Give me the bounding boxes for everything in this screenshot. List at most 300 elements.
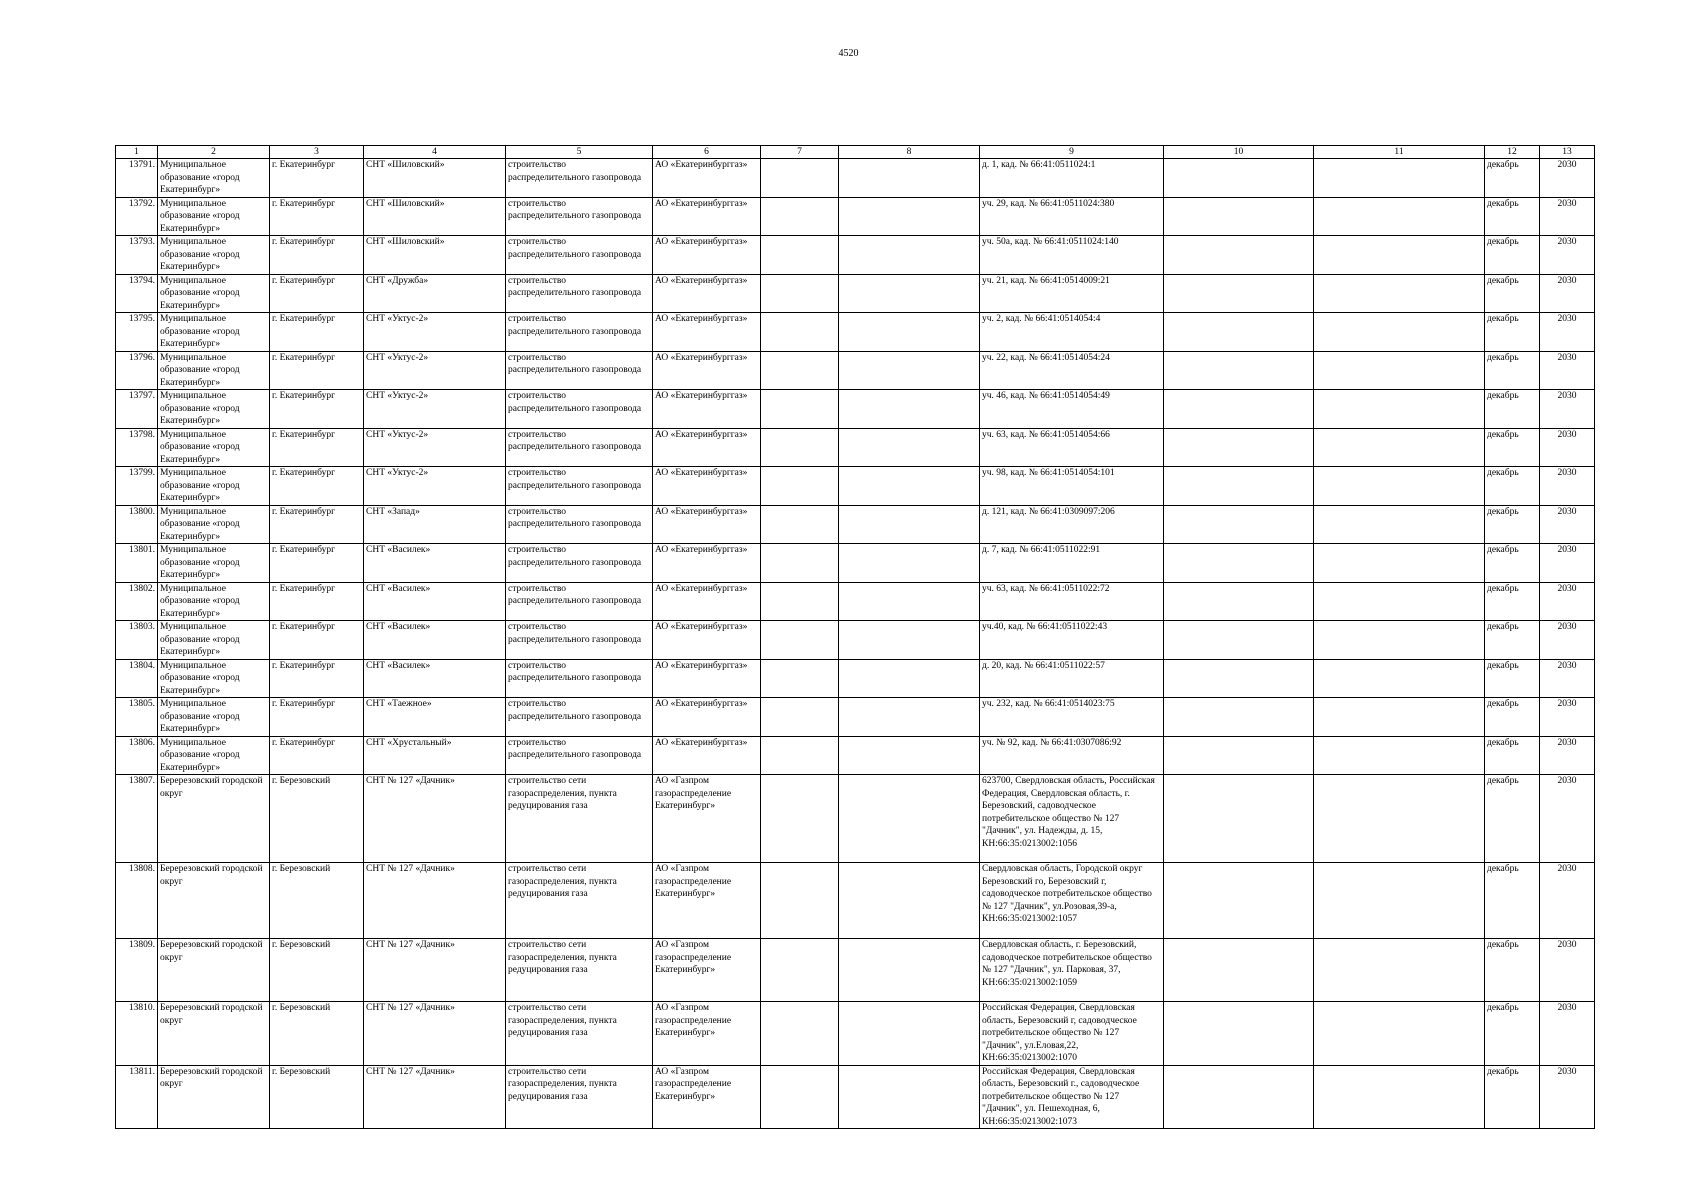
address-cell: уч. 98, кад. № 66:41:0514054:101 xyxy=(980,467,1164,506)
month-cell: декабрь xyxy=(1485,390,1540,429)
municipality-cell: Муниципальное образование «город Екатеринбург» xyxy=(158,236,270,275)
empty-cell xyxy=(839,236,980,275)
object-cell: СНТ № 127 «Дачник» xyxy=(364,775,506,863)
operator-cell: АО «Екатеринбурггаз» xyxy=(653,236,761,275)
empty-cell xyxy=(839,582,980,621)
empty-cell xyxy=(761,736,839,775)
address-cell: д. 7, кад. № 66:41:0511022:91 xyxy=(980,544,1164,583)
column-header: 10 xyxy=(1164,146,1314,159)
work-description-cell: строительство распределительного газопровода xyxy=(506,236,653,275)
municipality-cell: Муниципальное образование «город Екатеринбург» xyxy=(158,428,270,467)
object-cell: СНТ № 127 «Дачник» xyxy=(364,1002,506,1066)
locality-cell: г. Березовский xyxy=(270,939,364,1002)
empty-cell xyxy=(761,390,839,429)
operator-cell: АО «Газпром газораспределение Екатеринбург» xyxy=(653,1065,761,1129)
empty-cell xyxy=(839,659,980,698)
column-header: 12 xyxy=(1485,146,1540,159)
work-description-cell: строительство распределительного газопровода xyxy=(506,390,653,429)
year-cell: 2030 xyxy=(1540,197,1595,236)
empty-cell xyxy=(761,939,839,1002)
table-row xyxy=(116,775,1595,863)
locality-cell: г. Екатеринбург xyxy=(270,505,364,544)
locality-cell: г. Березовский xyxy=(270,775,364,863)
object-cell: СНТ «Василек» xyxy=(364,582,506,621)
empty-cell xyxy=(839,1002,980,1066)
object-cell: СНТ «Таежное» xyxy=(364,698,506,737)
work-description-cell: строительство распределительного газопровода xyxy=(506,197,653,236)
table-row xyxy=(116,939,1595,1002)
empty-cell xyxy=(761,505,839,544)
month-cell: декабрь xyxy=(1485,428,1540,467)
object-cell: СНТ «Уктус-2» xyxy=(364,313,506,352)
empty-cell xyxy=(1164,197,1314,236)
address-cell: д. 121, кад. № 66:41:0309097:206 xyxy=(980,505,1164,544)
table-row xyxy=(116,351,1595,390)
year-cell: 2030 xyxy=(1540,236,1595,275)
empty-cell xyxy=(1314,863,1485,939)
column-header: 13 xyxy=(1540,146,1595,159)
work-description-cell: строительство распределительного газопровода xyxy=(506,274,653,313)
table-row xyxy=(116,197,1595,236)
operator-cell: АО «Екатеринбурггаз» xyxy=(653,659,761,698)
empty-cell xyxy=(1314,621,1485,660)
row-number-cell: 13802. xyxy=(116,582,158,621)
address-cell: уч. 232, кад. № 66:41:0514023:75 xyxy=(980,698,1164,737)
month-cell: декабрь xyxy=(1485,467,1540,506)
object-cell: СНТ «Уктус-2» xyxy=(364,467,506,506)
operator-cell: АО «Екатеринбурггаз» xyxy=(653,159,761,198)
address-cell: уч. 29, кад. № 66:41:0511024:380 xyxy=(980,197,1164,236)
row-number-cell: 13804. xyxy=(116,659,158,698)
empty-cell xyxy=(1164,736,1314,775)
empty-cell xyxy=(1314,698,1485,737)
table-row xyxy=(116,428,1595,467)
row-number-cell: 13801. xyxy=(116,544,158,583)
municipality-cell: Беререзовский городской округ xyxy=(158,1065,270,1129)
month-cell: декабрь xyxy=(1485,736,1540,775)
object-cell: СНТ «Василек» xyxy=(364,621,506,660)
operator-cell: АО «Екатеринбурггаз» xyxy=(653,274,761,313)
column-header: 8 xyxy=(839,146,980,159)
column-header: 11 xyxy=(1314,146,1485,159)
empty-cell xyxy=(1164,582,1314,621)
year-cell: 2030 xyxy=(1540,939,1595,1002)
empty-cell xyxy=(1164,467,1314,506)
empty-cell xyxy=(839,939,980,1002)
address-cell: уч. 46, кад. № 66:41:0514054:49 xyxy=(980,390,1164,429)
operator-cell: АО «Екатеринбурггаз» xyxy=(653,197,761,236)
address-cell: уч.40, кад. № 66:41:0511022:43 xyxy=(980,621,1164,660)
year-cell: 2030 xyxy=(1540,159,1595,198)
year-cell: 2030 xyxy=(1540,390,1595,429)
row-number-cell: 13807. xyxy=(116,775,158,863)
empty-cell xyxy=(1314,659,1485,698)
operator-cell: АО «Екатеринбурггаз» xyxy=(653,621,761,660)
object-cell: СНТ «Василек» xyxy=(364,659,506,698)
locality-cell: г. Екатеринбург xyxy=(270,544,364,583)
empty-cell xyxy=(1164,939,1314,1002)
month-cell: декабрь xyxy=(1485,351,1540,390)
row-number-cell: 13811. xyxy=(116,1065,158,1129)
empty-cell xyxy=(839,467,980,506)
work-description-cell: строительство распределительного газопровода xyxy=(506,698,653,737)
row-number-cell: 13809. xyxy=(116,939,158,1002)
month-cell: декабрь xyxy=(1485,1002,1540,1066)
operator-cell: АО «Екатеринбурггаз» xyxy=(653,428,761,467)
empty-cell xyxy=(1164,505,1314,544)
empty-cell xyxy=(761,775,839,863)
object-cell: СНТ «Шиловский» xyxy=(364,159,506,198)
operator-cell: АО «Газпром газораспределение Екатеринбург» xyxy=(653,939,761,1002)
operator-cell: АО «Екатеринбурггаз» xyxy=(653,467,761,506)
empty-cell xyxy=(1314,159,1485,198)
month-cell: декабрь xyxy=(1485,197,1540,236)
row-number-cell: 13791. xyxy=(116,159,158,198)
year-cell: 2030 xyxy=(1540,621,1595,660)
object-cell: СНТ «Запад» xyxy=(364,505,506,544)
municipality-cell: Муниципальное образование «город Екатеринбург» xyxy=(158,313,270,352)
object-cell: СНТ «Уктус-2» xyxy=(364,351,506,390)
municipality-cell: Муниципальное образование «город Екатеринбург» xyxy=(158,390,270,429)
empty-cell xyxy=(1314,775,1485,863)
municipality-cell: Муниципальное образование «город Екатеринбург» xyxy=(158,159,270,198)
column-header: 1 xyxy=(116,146,158,159)
object-cell: СНТ «Уктус-2» xyxy=(364,428,506,467)
empty-cell xyxy=(839,775,980,863)
row-number-cell: 13795. xyxy=(116,313,158,352)
year-cell: 2030 xyxy=(1540,505,1595,544)
column-header: 7 xyxy=(761,146,839,159)
row-number-cell: 13810. xyxy=(116,1002,158,1066)
table-row xyxy=(116,505,1595,544)
month-cell: декабрь xyxy=(1485,1065,1540,1129)
locality-cell: г. Екатеринбург xyxy=(270,313,364,352)
work-description-cell: строительство распределительного газопровода xyxy=(506,505,653,544)
page-number: 4520 xyxy=(838,48,859,59)
municipality-cell: Муниципальное образование «город Екатеринбург» xyxy=(158,197,270,236)
locality-cell: г. Екатеринбург xyxy=(270,428,364,467)
year-cell: 2030 xyxy=(1540,313,1595,352)
locality-cell: г. Березовский xyxy=(270,1065,364,1129)
row-number-cell: 13799. xyxy=(116,467,158,506)
month-cell: декабрь xyxy=(1485,505,1540,544)
table-row xyxy=(116,390,1595,429)
operator-cell: АО «Екатеринбурггаз» xyxy=(653,351,761,390)
empty-cell xyxy=(761,1002,839,1066)
column-header: 6 xyxy=(653,146,761,159)
address-cell: уч. 22, кад. № 66:41:0514054:24 xyxy=(980,351,1164,390)
column-header: 4 xyxy=(364,146,506,159)
row-number-cell: 13806. xyxy=(116,736,158,775)
empty-cell xyxy=(1164,159,1314,198)
month-cell: декабрь xyxy=(1485,939,1540,1002)
municipality-cell: Беререзовский городской округ xyxy=(158,863,270,939)
row-number-cell: 13805. xyxy=(116,698,158,737)
address-cell: уч. 63, кад. № 66:41:0511022:72 xyxy=(980,582,1164,621)
year-cell: 2030 xyxy=(1540,698,1595,737)
municipality-cell: Беререзовский городской округ xyxy=(158,775,270,863)
empty-cell xyxy=(1164,544,1314,583)
object-cell: СНТ «Хрустальный» xyxy=(364,736,506,775)
empty-cell xyxy=(761,159,839,198)
empty-cell xyxy=(1164,390,1314,429)
column-header: 2 xyxy=(158,146,270,159)
empty-cell xyxy=(1314,939,1485,1002)
year-cell: 2030 xyxy=(1540,736,1595,775)
table-row xyxy=(116,236,1595,275)
month-cell: декабрь xyxy=(1485,159,1540,198)
operator-cell: АО «Газпром газораспределение Екатеринбург» xyxy=(653,1002,761,1066)
table-row xyxy=(116,467,1595,506)
row-number-cell: 13793. xyxy=(116,236,158,275)
object-cell: СНТ № 127 «Дачник» xyxy=(364,1065,506,1129)
locality-cell: г. Березовский xyxy=(270,1002,364,1066)
operator-cell: АО «Екатеринбурггаз» xyxy=(653,582,761,621)
column-header: 9 xyxy=(980,146,1164,159)
address-cell: Российская Федерация, Свердловская область, Березовский г, садоводческое потребительское общество № 127 "Дачник", ул.Еловая,22, КН:66:35:0213002:1070 xyxy=(980,1002,1164,1066)
address-cell: уч. 2, кад. № 66:41:0514054:4 xyxy=(980,313,1164,352)
empty-cell xyxy=(1164,775,1314,863)
empty-cell xyxy=(1314,236,1485,275)
empty-cell xyxy=(761,236,839,275)
work-description-cell: строительство сети газораспределения, пункта редуцирования газа xyxy=(506,939,653,1002)
month-cell: декабрь xyxy=(1485,236,1540,275)
month-cell: декабрь xyxy=(1485,621,1540,660)
row-number-cell: 13796. xyxy=(116,351,158,390)
locality-cell: г. Екатеринбург xyxy=(270,351,364,390)
table-row xyxy=(116,659,1595,698)
empty-cell xyxy=(839,863,980,939)
address-cell: уч. 50а, кад. № 66:41:0511024:140 xyxy=(980,236,1164,275)
work-description-cell: строительство сети газораспределения, пункта редуцирования газа xyxy=(506,1065,653,1129)
work-description-cell: строительство распределительного газопровода xyxy=(506,467,653,506)
operator-cell: АО «Газпром газораспределение Екатеринбург» xyxy=(653,863,761,939)
empty-cell xyxy=(761,467,839,506)
work-description-cell: строительство сети газораспределения, пункта редуцирования газа xyxy=(506,775,653,863)
object-cell: СНТ «Василек» xyxy=(364,544,506,583)
operator-cell: АО «Екатеринбурггаз» xyxy=(653,390,761,429)
municipality-cell: Муниципальное образование «город Екатеринбург» xyxy=(158,736,270,775)
empty-cell xyxy=(1314,544,1485,583)
address-cell: д. 1, кад. № 66:41:0511024:1 xyxy=(980,159,1164,198)
table-row xyxy=(116,159,1595,198)
empty-cell xyxy=(1314,467,1485,506)
work-description-cell: строительство распределительного газопровода xyxy=(506,544,653,583)
empty-cell xyxy=(761,582,839,621)
empty-cell xyxy=(761,197,839,236)
row-number-cell: 13797. xyxy=(116,390,158,429)
municipality-cell: Беререзовский городской округ xyxy=(158,939,270,1002)
empty-cell xyxy=(761,351,839,390)
work-description-cell: строительство распределительного газопровода xyxy=(506,313,653,352)
locality-cell: г. Екатеринбург xyxy=(270,582,364,621)
municipality-cell: Муниципальное образование «город Екатеринбург» xyxy=(158,505,270,544)
locality-cell: г. Екатеринбург xyxy=(270,236,364,275)
table-row xyxy=(116,863,1595,939)
work-description-cell: строительство распределительного газопровода xyxy=(506,736,653,775)
address-cell: уч. № 92, кад. № 66:41:0307086:92 xyxy=(980,736,1164,775)
year-cell: 2030 xyxy=(1540,274,1595,313)
municipality-cell: Муниципальное образование «город Екатеринбург» xyxy=(158,621,270,660)
empty-cell xyxy=(1164,1002,1314,1066)
empty-cell xyxy=(1164,313,1314,352)
month-cell: декабрь xyxy=(1485,544,1540,583)
object-cell: СНТ «Шиловский» xyxy=(364,197,506,236)
column-number-row xyxy=(116,146,1595,159)
empty-cell xyxy=(1314,390,1485,429)
locality-cell: г. Екатеринбург xyxy=(270,159,364,198)
year-cell: 2030 xyxy=(1540,351,1595,390)
empty-cell xyxy=(839,159,980,198)
table-row xyxy=(116,582,1595,621)
locality-cell: г. Екатеринбург xyxy=(270,467,364,506)
month-cell: декабрь xyxy=(1485,775,1540,863)
empty-cell xyxy=(1314,313,1485,352)
empty-cell xyxy=(1164,621,1314,660)
municipality-cell: Муниципальное образование «город Екатеринбург» xyxy=(158,467,270,506)
locality-cell: г. Екатеринбург xyxy=(270,659,364,698)
locality-cell: г. Екатеринбург xyxy=(270,274,364,313)
locality-cell: г. Екатеринбург xyxy=(270,736,364,775)
empty-cell xyxy=(1164,1065,1314,1129)
year-cell: 2030 xyxy=(1540,544,1595,583)
object-cell: СНТ «Шиловский» xyxy=(364,236,506,275)
empty-cell xyxy=(1314,1002,1485,1066)
work-description-cell: строительство распределительного газопровода xyxy=(506,428,653,467)
empty-cell xyxy=(761,313,839,352)
table-row xyxy=(116,1002,1595,1066)
table-row xyxy=(116,1065,1595,1129)
locality-cell: г. Екатеринбург xyxy=(270,621,364,660)
address-cell: 623700, Свердловская область, Российская Федерация, Свердловская область, г. Березовский, садоводческое потребительское общество № 127 "Дачник", ул. Надежды, д. 15, КН:66:35:0213002:1056 xyxy=(980,775,1164,863)
work-description-cell: строительство сети газораспределения, пункта редуцирования газа xyxy=(506,863,653,939)
empty-cell xyxy=(761,1065,839,1129)
empty-cell xyxy=(839,505,980,544)
municipality-cell: Муниципальное образование «город Екатеринбург» xyxy=(158,659,270,698)
empty-cell xyxy=(761,621,839,660)
year-cell: 2030 xyxy=(1540,467,1595,506)
address-cell: д. 20, кад. № 66:41:0511022:57 xyxy=(980,659,1164,698)
operator-cell: АО «Екатеринбурггаз» xyxy=(653,313,761,352)
empty-cell xyxy=(839,313,980,352)
locality-cell: г. Екатеринбург xyxy=(270,197,364,236)
empty-cell xyxy=(1164,698,1314,737)
municipality-cell: Муниципальное образование «город Екатеринбург» xyxy=(158,698,270,737)
month-cell: декабрь xyxy=(1485,274,1540,313)
address-cell: Свердловская область, г. Березовский, садоводческое потребительское общество № 127 "Дачник", ул. Парковая, 37, КН:66:35:0213002:1059 xyxy=(980,939,1164,1002)
empty-cell xyxy=(1164,236,1314,275)
empty-cell xyxy=(1314,197,1485,236)
table-row xyxy=(116,621,1595,660)
locality-cell: г. Екатеринбург xyxy=(270,698,364,737)
object-cell: СНТ «Уктус-2» xyxy=(364,390,506,429)
municipality-cell: Муниципальное образование «город Екатеринбург» xyxy=(158,544,270,583)
year-cell: 2030 xyxy=(1540,1002,1595,1066)
empty-cell xyxy=(1314,351,1485,390)
municipality-cell: Муниципальное образование «город Екатеринбург» xyxy=(158,351,270,390)
table-row xyxy=(116,736,1595,775)
locality-cell: г. Березовский xyxy=(270,863,364,939)
empty-cell xyxy=(1314,1065,1485,1129)
row-number-cell: 13794. xyxy=(116,274,158,313)
municipality-cell: Муниципальное образование «город Екатеринбург» xyxy=(158,582,270,621)
table-body xyxy=(116,159,1595,1129)
empty-cell xyxy=(839,621,980,660)
empty-cell xyxy=(1314,582,1485,621)
empty-cell xyxy=(1314,505,1485,544)
operator-cell: АО «Екатеринбурггаз» xyxy=(653,698,761,737)
empty-cell xyxy=(1164,428,1314,467)
row-number-cell: 13800. xyxy=(116,505,158,544)
year-cell: 2030 xyxy=(1540,1065,1595,1129)
work-description-cell: строительство распределительного газопровода xyxy=(506,351,653,390)
empty-cell xyxy=(1314,736,1485,775)
empty-cell xyxy=(1314,428,1485,467)
empty-cell xyxy=(761,659,839,698)
empty-cell xyxy=(1314,274,1485,313)
empty-cell xyxy=(839,698,980,737)
table-row xyxy=(116,544,1595,583)
empty-cell xyxy=(761,863,839,939)
address-cell: уч. 21, кад. № 66:41:0514009:21 xyxy=(980,274,1164,313)
locality-cell: г. Екатеринбург xyxy=(270,390,364,429)
table-row xyxy=(116,313,1595,352)
work-description-cell: строительство распределительного газопровода xyxy=(506,159,653,198)
column-header: 3 xyxy=(270,146,364,159)
empty-cell xyxy=(839,274,980,313)
month-cell: декабрь xyxy=(1485,313,1540,352)
month-cell: декабрь xyxy=(1485,863,1540,939)
address-cell: Свердловская область, Городской округ Березовский го, Березовский г, садоводческое потребительское общество № 127 "Дачник", ул.Розовая,39-а, КН:66:35:0213002:1057 xyxy=(980,863,1164,939)
row-number-cell: 13792. xyxy=(116,197,158,236)
month-cell: декабрь xyxy=(1485,659,1540,698)
row-number-cell: 13798. xyxy=(116,428,158,467)
empty-cell xyxy=(839,390,980,429)
work-description-cell: строительство сети газораспределения, пункта редуцирования газа xyxy=(506,1002,653,1066)
row-number-cell: 13808. xyxy=(116,863,158,939)
register-table xyxy=(115,145,1595,1129)
empty-cell xyxy=(761,698,839,737)
object-cell: СНТ «Дружба» xyxy=(364,274,506,313)
empty-cell xyxy=(1164,659,1314,698)
empty-cell xyxy=(839,1065,980,1129)
table-row xyxy=(116,698,1595,737)
year-cell: 2030 xyxy=(1540,659,1595,698)
column-header: 5 xyxy=(506,146,653,159)
year-cell: 2030 xyxy=(1540,863,1595,939)
year-cell: 2030 xyxy=(1540,775,1595,863)
month-cell: декабрь xyxy=(1485,698,1540,737)
work-description-cell: строительство распределительного газопровода xyxy=(506,659,653,698)
operator-cell: АО «Газпром газораспределение Екатеринбург» xyxy=(653,775,761,863)
empty-cell xyxy=(1164,274,1314,313)
empty-cell xyxy=(761,428,839,467)
address-cell: уч. 63, кад. № 66:41:0514054:66 xyxy=(980,428,1164,467)
municipality-cell: Муниципальное образование «город Екатеринбург» xyxy=(158,274,270,313)
year-cell: 2030 xyxy=(1540,582,1595,621)
empty-cell xyxy=(839,544,980,583)
work-description-cell: строительство распределительного газопровода xyxy=(506,582,653,621)
empty-cell xyxy=(761,544,839,583)
empty-cell xyxy=(1164,863,1314,939)
year-cell: 2030 xyxy=(1540,428,1595,467)
work-description-cell: строительство распределительного газопровода xyxy=(506,621,653,660)
empty-cell xyxy=(1164,351,1314,390)
empty-cell xyxy=(839,197,980,236)
empty-cell xyxy=(839,351,980,390)
object-cell: СНТ № 127 «Дачник» xyxy=(364,939,506,1002)
object-cell: СНТ № 127 «Дачник» xyxy=(364,863,506,939)
